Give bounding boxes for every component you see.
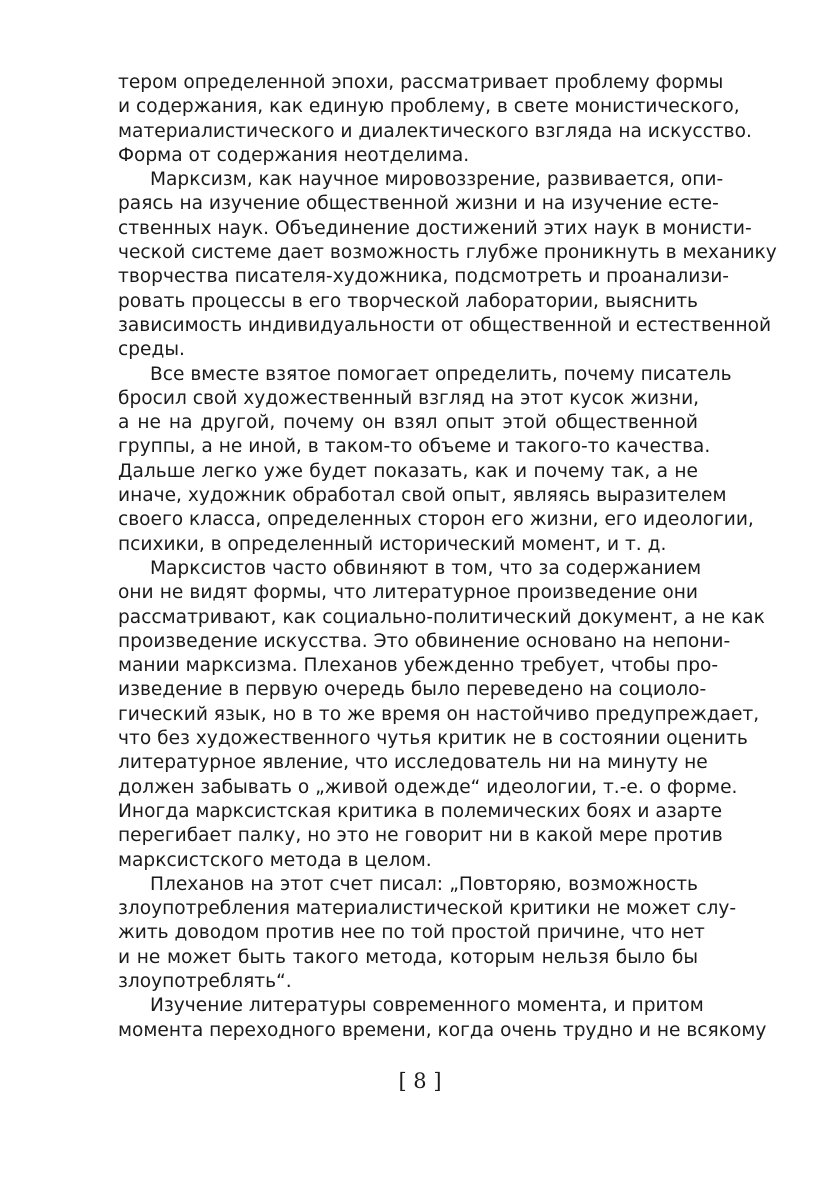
page-number: [ 8 ] bbox=[398, 1069, 442, 1093]
text-line: тером определенной эпохи, рассматривает проблему формы bbox=[118, 72, 724, 93]
text-line: рассматривают, как социально-политический документ, а не как bbox=[118, 606, 765, 628]
text-line: изведение в первую очередь было переведено на социоло- bbox=[118, 679, 707, 701]
paragraph bbox=[118, 71, 752, 168]
text-line: ческой системе дает возможность глубже проникнуть в механику bbox=[118, 242, 777, 264]
text-line: Марксистов часто обвиняют в том, что за содержанием bbox=[150, 557, 702, 579]
text-line: своего класса, определенных сторон его жизни, его идеологии, bbox=[118, 509, 754, 531]
text-line: момента переходного времени, когда очень трудно и не всякому bbox=[118, 1019, 767, 1041]
text-line: произведение искусства. Это обвинение основано на непони- bbox=[118, 630, 731, 652]
text-line: бросил свой художественный взгляд на этот кусок жизни, bbox=[118, 387, 700, 409]
text-line: психики, в определенный исторический момент, и т. д. bbox=[118, 533, 667, 555]
text-line: Форма от содержания неотделима. bbox=[118, 144, 470, 166]
text-line: ровать процессы в его творческой лаборатории, выяснить bbox=[118, 290, 698, 312]
text-line: Плеханов на этот счет писал: „Повторяю, возможность bbox=[150, 873, 698, 895]
text-line: жить доводом против нее по той простой причине, что нет bbox=[118, 922, 705, 944]
text-line: литературное явление, что исследователь ни на минуту не bbox=[118, 752, 708, 774]
text-line: творчества писателя-художника, подсмотреть и проанализи- bbox=[118, 266, 730, 288]
text-line: перегибает палку, но это не говорит ни в какой мере против bbox=[118, 825, 723, 847]
text-line: иначе, художник обработал свой опыт, являясь выразителем bbox=[118, 485, 727, 507]
text-line: марксистского метода в целом. bbox=[118, 849, 432, 871]
text-line: злоупотреблять“. bbox=[118, 970, 292, 992]
text-line: и не может быть такого метода, которым нельзя было бы bbox=[118, 946, 698, 968]
text-line: Марксизм, как научное мировоззрение, развивается, опи- bbox=[150, 169, 724, 191]
text-line: должен забывать о „живой одежде“ идеологии, т.-е. о форме. bbox=[118, 776, 738, 798]
text-line: и содержания, как единую проблему, в свете монистического, bbox=[118, 96, 740, 118]
text-line: они не видят формы, что литературное произведение они bbox=[118, 582, 698, 604]
text-line: гический язык, но в то же время он настойчиво предупреждает, bbox=[118, 703, 760, 725]
text-line: ственных наук. Объединение достижений этих наук в монисти- bbox=[118, 217, 752, 239]
text-line: злоупотребления материалистической критики не может слу- bbox=[118, 898, 737, 920]
text-line: что без художественного чутья критик не в состоянии оценить bbox=[118, 728, 748, 750]
text-line: мании марксизма. Плеханов убежденно требует, чтобы про- bbox=[118, 655, 719, 677]
text-line: Иногда марксистская критика в полемических боях и азарте bbox=[118, 800, 723, 822]
text-line: группы, а не иной, в таком-то объеме и такого-то качества. bbox=[118, 436, 711, 458]
text-line: а не на другой, почему он взял опыт этой общественной bbox=[118, 412, 698, 434]
paragraph bbox=[118, 873, 737, 994]
paragraph bbox=[118, 168, 777, 362]
text-line: Дальше легко уже будет показать, как и почему так, а не bbox=[118, 460, 698, 482]
text-line: Изучение литературы современного момента, и притом bbox=[150, 995, 704, 1017]
body-text bbox=[118, 71, 777, 1043]
paragraph bbox=[118, 363, 754, 557]
text-line: среды. bbox=[118, 339, 185, 361]
paragraph bbox=[118, 557, 765, 873]
paragraph bbox=[118, 994, 767, 1043]
text-line: зависимость индивидуальности от общественной и естественной bbox=[118, 314, 772, 336]
text-line: Все вместе взятое помогает определить, почему писатель bbox=[150, 363, 732, 385]
text-line: материалистического и диалектического взгляда на искусство. bbox=[118, 120, 752, 142]
text-line: раясь на изучение общественной жизни и на изучение есте- bbox=[118, 193, 719, 215]
